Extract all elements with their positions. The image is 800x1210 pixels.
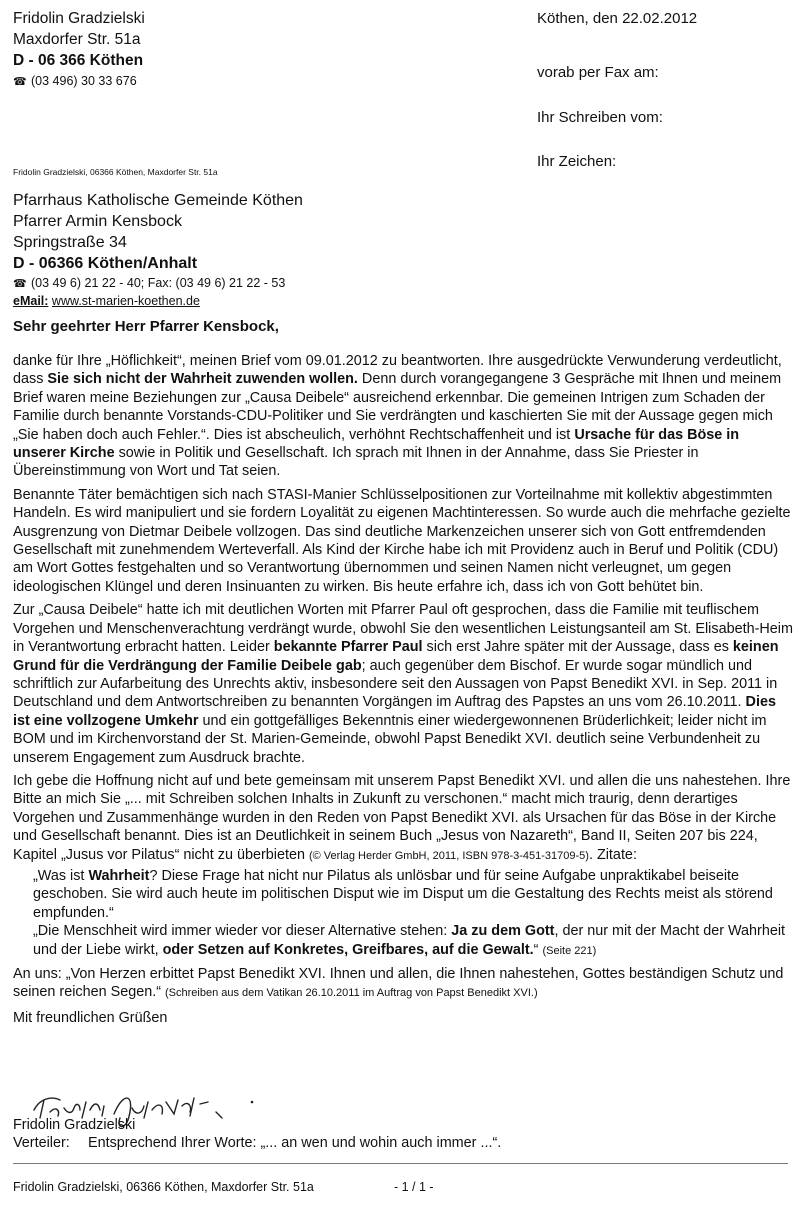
recipient-phone-line (13, 274, 303, 293)
recipient-line2: Pfarrer Armin Kensbock (13, 213, 182, 230)
emphasis: Ursache für das Böse in unserer Kirche (13, 426, 740, 462)
sender-phone: (03 496) 30 33 676 (31, 74, 137, 88)
text-run: „Die Menschheit wird immer wieder vor dieser Alternative stehen: (33, 923, 452, 940)
distribution-text: Entsprechend Ihrer Worte: „... an wen und wohin auch immer ...“. (88, 1135, 502, 1151)
recipient-block (13, 190, 303, 309)
text-run: ; auch gegenüber dem Bischof. Er wurde sogar mündlich und schriftlich zur Aufarbeitung des Unrechts aktiv, insbesondere seit den Aussagen von Papst Benedikt XVI. in Sep. 2011 in Deutschland und dem Antwortschreiben zu benannten Vorgängen im Auftrag des Papstes an uns vom 26.10.2011. (13, 657, 778, 711)
your-letter-label: Ihr Schreiben vom: (537, 109, 663, 126)
paragraph-2: Benannte Täter bemächtigen sich nach STASI-Manier Schlüsselpositionen zur Vorteilnahme mit kollektiv abgestimmten Handeln. Es wird manipuliert und sie fordern Loyalität zu eigenen Machtinteressen. So wurde auch die mehrfache gezielte Ausgrenzung von Dietmar Deibele vollzogen. Das sind deutliche Markenzeichen unserer sich von Gott entfremdenden Gesellschaft mit zunehmendem Werteverfall. Als Kind der Kirche habe ich mit Providenz auch in Beruf und Politik (CDU) am Wort Gottes festgehalten und so Verantwortung übernommen und seinen Namen nicht verleugnet, um gegen ideologischen Klüngel und deren Insinuanten zu wirken. Bis heute erfahre ich, dass ich von Gott behütet bin. (13, 486, 791, 595)
text-run: sich erst Jahre später mit der Aussage, dass es (422, 639, 733, 656)
signature-block (13, 1116, 501, 1152)
email-label: eMail: (13, 294, 49, 308)
footer-address: Fridolin Gradzielski, 06366 Köthen, Maxdorfer Str. 51a (13, 1180, 314, 1194)
emphasis: Ja zu dem Gott (451, 923, 555, 940)
your-reference-label: Ihr Zeichen: (537, 153, 617, 170)
recipient-phone: (03 49 6) 21 22 - 40; Fax: (03 49 6) 21 22 - 53 (31, 276, 286, 290)
text-run: Denn durch vorangegangene 3 Gespräche mit Ihnen und meinem Brief waren meine Beziehungen zur „Causa Deibele“ ausreichend erkennbar. Die gemeinen Intrigen zum Schaden der Familie durch benannte Vorstands-CDU-Politiker und Sie verdrängten und kaschierten Sie mit der Aussage gegen mich „Sie haben doch auch Fehler.“. Dies ist abscheulich, verhöhnt Rechtschaffenheit und ist (13, 371, 782, 443)
text-run: , der nur mit der Macht der Wahrheit und der Liebe wirkt, (33, 923, 786, 958)
fax-label: vorab per Fax am: (537, 64, 659, 81)
text-run: ? Diese Frage hat nicht nur Pilatus als unlösbar und für seine Aufgabe unpraktikabel beiseite geschoben. Sie wird auch heute im politischen Disput wie im Disput um die Gestaltung des Rechts meist als störend empfunden.“ (33, 867, 773, 921)
text-run: und ein gottgefälliges Bekenntnis einer wiedergewonnenen Brüderlichkeit; leider nicht im BOM und im Kirchenvorstand der St. Marien-Gemeinde, obwohl Papst Benedikt XVI. deutlich seine Verbundenheit zu unserem Engagement zum Ausdruck brachte. (13, 712, 767, 766)
recipient-city: D - 06366 Köthen/Anhalt (13, 255, 198, 272)
emphasis: Wahrheit (88, 867, 150, 884)
text-run: An uns: „Von Herzen erbittet Papst Benedikt XVI. Ihnen und allen, die Ihnen nahestehen, Gottes beständigen Schutz und seinen reichen Segen.“ (13, 966, 784, 1001)
closing: Mit freundlichen Grüßen (13, 1009, 168, 1026)
recipient-line1: Pfarrhaus Katholische Gemeinde Köthen (13, 192, 303, 209)
emphasis: keinen Grund für die Verdrängung der Familie Deibele gab (13, 639, 779, 674)
recipient-street: Springstraße 34 (13, 234, 127, 251)
sender-name: Fridolin Gradzielski (13, 10, 145, 27)
recipient-email-link[interactable]: www.st-marien-koethen.de (51, 294, 200, 308)
emphasis: Sie sich nicht der Wahrheit zuwenden wollen. (47, 371, 358, 388)
emphasis: oder Setzen auf Konkretes, Greifbares, auf die Gewalt. (162, 941, 534, 958)
paragraph-3 (13, 601, 793, 767)
sender-block (13, 8, 145, 93)
sender-phone-line (13, 71, 145, 93)
page-number: - 1 / 1 - (394, 1180, 434, 1194)
recipient-email-line (13, 293, 303, 309)
signer-name: Fridolin Gradzielski (13, 1117, 136, 1133)
paragraph-1 (13, 352, 793, 481)
text-run: „Was ist (33, 867, 89, 884)
letter-body (13, 352, 793, 1032)
distribution-label: Verteiler: (13, 1135, 70, 1151)
return-address: Fridolin Gradzielski, 06366 Köthen, Maxdorfer Str. 51a (13, 167, 218, 177)
emphasis: Dies ist eine vollzogene Umkehr (13, 694, 776, 729)
sender-city: D - 06 366 Köthen (13, 52, 144, 69)
salutation: Sehr geehrter Herr Pfarrer Kensbock, (13, 318, 279, 335)
place-date: Köthen, den 22.02.2012 (537, 10, 698, 27)
text-run: . Zitate: (588, 846, 637, 863)
telephone-icon: ☎ (13, 278, 27, 290)
paragraph-5 (13, 965, 793, 1003)
footer-divider (13, 1163, 788, 1164)
telephone-icon: ☎ (13, 76, 27, 88)
text-run: “ (533, 941, 543, 958)
quote-1 (13, 867, 793, 922)
quote-2 (13, 922, 793, 960)
text-run: Ich gebe die Hoffnung nicht auf und bete gemeinsam mit unserem Papst Benedikt XVI. und allen die uns nahestehen. Ihre Bitte an mich Sie „... mit Schreiben solchen Inhalts in Zukunft zu verschonen.“ macht mich traurig, denn derartiges Vorgehen und Zusammenhänge wurden in den Reden von Papst Benedikt XVI. als Ursachen für das Böse in der Kirche und Gesellschaft benannt. Dies ist an Deutlichkeit in seinem Buch „Jesus von Nazareth“, Band II, Seiten 207 bis 224, Kapitel „Jusus vor Pilatus“ nicht zu überbieten (13, 772, 791, 863)
text-run: Zur „Causa Deibele“ hatte ich mit deutlichen Worten mit Pfarrer Paul oft gesprochen, dass die Familie mit teuflischem Vorgehen und Menschenverachtung verdrängt wurde, obwohl Sie den wesentlichen Leistungsanteil am St. Elisabeth-Heim in Verantwortung erbracht hatten. Leider (13, 602, 793, 656)
emphasis: bekannte Pfarrer Paul (273, 639, 423, 656)
sender-street: Maxdorfer Str. 51a (13, 31, 141, 48)
paragraph-4 (13, 772, 793, 865)
citation: (Seite 221) (542, 944, 597, 957)
text-run: danke für Ihre „Höflichkeit“, meinen Brief vom 09.01.2012 zu beantworten. Ihre ausgedrückte Verwunderung verdeutlicht, dass (13, 353, 782, 388)
text-run: sowie in Politik und Gesellschaft. Ich sprach mit Ihnen in der Annahme, dass Sie Priester in Übereinstimmung von Wort und Tat seien. (13, 445, 699, 480)
distribution-line (13, 1134, 501, 1152)
citation: (© Verlag Herder GmbH, 2011, ISBN 978-3-451-31709-5) (308, 849, 589, 862)
citation: (Schreiben aus dem Vatikan 26.10.2011 im Auftrag von Papst Benedikt XVI.) (165, 987, 538, 1000)
